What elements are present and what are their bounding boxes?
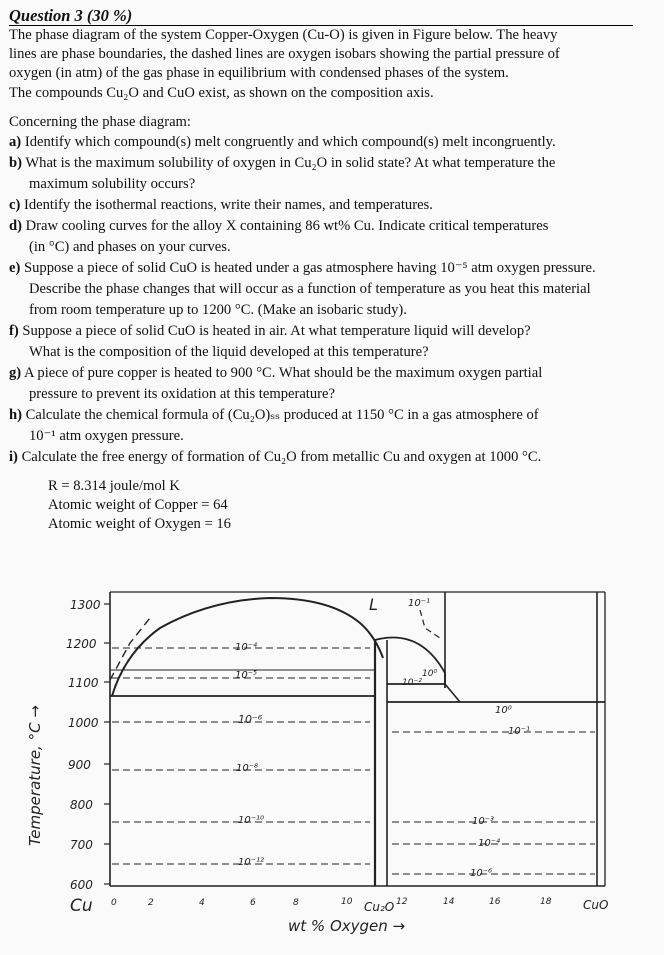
question-item — [9, 447, 659, 468]
question-item — [9, 132, 659, 153]
cu-liquidus — [110, 618, 150, 680]
isobar-label: 10⁻⁵ — [235, 670, 258, 681]
question-item — [9, 153, 659, 195]
isobar-label: 10⁻⁶ — [470, 868, 493, 879]
y-tick: 1000 — [68, 716, 99, 730]
isobar-label: 10⁻⁶ — [238, 713, 263, 726]
question-item — [9, 363, 659, 405]
question-label: i) — [9, 449, 18, 466]
x-tick: 8 — [293, 898, 299, 908]
x-tick: 16 — [489, 897, 501, 907]
question-item — [9, 216, 659, 258]
x-tick: 0 — [111, 898, 117, 908]
question-label: b) — [9, 155, 22, 172]
question-first-line — [9, 216, 659, 237]
question-first-line — [9, 447, 659, 468]
isobar-curve — [420, 610, 440, 638]
question-text: Suppose a piece of solid CuO is heated under a gas atmosphere having 10⁻⁵ atm oxygen pressure. — [24, 260, 596, 277]
question-first-line — [9, 195, 659, 216]
question-item — [9, 258, 659, 321]
intro-line: lines are phase boundaries, the dashed lines are oxygen isobars showing the partial pressure of — [9, 46, 560, 63]
question-text-continued: from room temperature up to 1200 °C. (Make an isobaric study). — [29, 302, 407, 319]
x-tick-cu: Cu — [70, 896, 93, 916]
question-text: What is the maximum solubility of oxygen in Cu₂O in solid state? At what temperature the — [25, 155, 556, 172]
intro-line: The phase diagram of the system Copper-Oxygen (Cu-O) is given in Figure below. The heavy — [9, 27, 558, 43]
phase-diagram — [0, 578, 664, 955]
question-text-continued: pressure to prevent its oxidation at this temperature? — [29, 386, 335, 403]
isobar-label: 10⁻⁴ — [478, 838, 501, 849]
question-text: A piece of pure copper is heated to 900 °C. What should be the maximum oxygen partial — [24, 365, 543, 382]
isobar-label: 10⁻¹ — [508, 726, 531, 737]
x-axis-label: wt % Oxygen → — [288, 917, 406, 935]
x-tick: 6 — [250, 898, 256, 908]
y-tick: 1300 — [70, 598, 101, 612]
question-label: d) — [9, 218, 22, 235]
question-first-line — [9, 153, 659, 174]
peritectic-slope — [445, 684, 460, 702]
question-text: Draw cooling curves for the alloy X containing 86 wt% Cu. Indicate critical temperatures — [25, 218, 549, 235]
concerning-heading: Concerning the phase diagram: — [9, 113, 191, 130]
question-text-continued: 10⁻¹ atm oxygen pressure. — [29, 428, 184, 445]
isobar-label: 10⁻⁴ — [235, 642, 258, 653]
intro-line: The compounds Cu₂O and CuO exist, as shown on the composition axis. — [9, 84, 434, 101]
isobar-label: 10⁻² — [402, 678, 422, 688]
intro-paragraph — [9, 26, 623, 103]
question-first-line — [9, 405, 659, 426]
isobar-label: 10⁻¹² — [238, 857, 265, 868]
constant-gas: R = 8.314 joule/mol K — [48, 478, 180, 495]
question-item — [9, 321, 659, 363]
y-tick: 900 — [68, 758, 91, 772]
question-text: Suppose a piece of solid CuO is heated in air. At what temperature liquid will develop? — [22, 323, 531, 340]
question-text-continued: Describe the phase changes that will occur as a function of temperature as you heat this material — [29, 281, 591, 298]
x-tick: 2 — [148, 898, 154, 908]
question-text-continued: (in °C) and phases on your curves. — [29, 239, 231, 256]
question-first-line — [9, 132, 659, 153]
y-tick: 1100 — [68, 676, 99, 690]
question-text: Calculate the free energy of formation of Cu₂O from metallic Cu and oxygen at 1000 °C. — [21, 449, 542, 466]
x-tick: 10 — [341, 897, 353, 907]
question-text: Identify which compound(s) melt congruently and which compound(s) melt incongruently. — [24, 134, 556, 151]
isobar-label: 10⁻¹ — [408, 598, 431, 609]
isobar-label: 10⁰ — [495, 705, 512, 716]
question-text: Calculate the chemical formula of (Cu₂O)ₛₛ produced at 1150 °C in a gas atmosphere of — [25, 407, 539, 424]
question-item — [9, 405, 659, 447]
y-axis-label: Temperature, °C → — [26, 705, 44, 846]
question-label: g) — [9, 365, 22, 382]
question-first-line — [9, 321, 659, 342]
question-text-continued: What is the composition of the liquid developed at this temperature? — [29, 344, 429, 361]
intro-line: oxygen (in atm) of the gas phase in equilibrium with condensed phases of the system. — [9, 65, 509, 82]
y-tick: 800 — [70, 798, 93, 812]
question-list — [9, 132, 659, 468]
x-tick: 18 — [540, 897, 552, 907]
isobar-label: 10⁰ — [422, 669, 438, 679]
question-label: c) — [9, 197, 21, 214]
question-first-line — [9, 258, 659, 279]
liquid-label: L — [369, 595, 378, 614]
x-tick: 14 — [443, 897, 455, 907]
question-title: Question 3 (30 %) — [9, 6, 633, 26]
y-tick: 600 — [70, 878, 93, 892]
document — [9, 6, 659, 535]
x-tick-cu2o: Cu₂O — [364, 900, 395, 914]
question-text: Identify the isothermal reactions, write their names, and temperatures. — [24, 197, 433, 214]
question-label: a) — [9, 134, 22, 151]
question-label: e) — [9, 260, 21, 277]
constant-cu-weight: Atomic weight of Copper = 64 — [48, 497, 228, 514]
x-tick: 12 — [396, 897, 408, 907]
x-tick: 4 — [199, 898, 205, 908]
y-tick: 1200 — [66, 637, 97, 651]
constants-block — [48, 477, 659, 535]
question-item — [9, 195, 659, 216]
constant-o-weight: Atomic weight of Oxygen = 16 — [48, 516, 231, 533]
question-label: h) — [9, 407, 22, 424]
isobar-label: 10⁻⁸ — [236, 763, 259, 774]
isobar-label: 10⁻¹⁰ — [238, 815, 265, 826]
question-text-continued: maximum solubility occurs? — [29, 176, 196, 193]
question-label: f) — [9, 323, 19, 340]
x-tick-cuo: CuO — [583, 898, 609, 912]
y-tick: 700 — [70, 838, 93, 852]
isobar-label: 10⁻³ — [472, 816, 495, 827]
question-first-line — [9, 363, 659, 384]
